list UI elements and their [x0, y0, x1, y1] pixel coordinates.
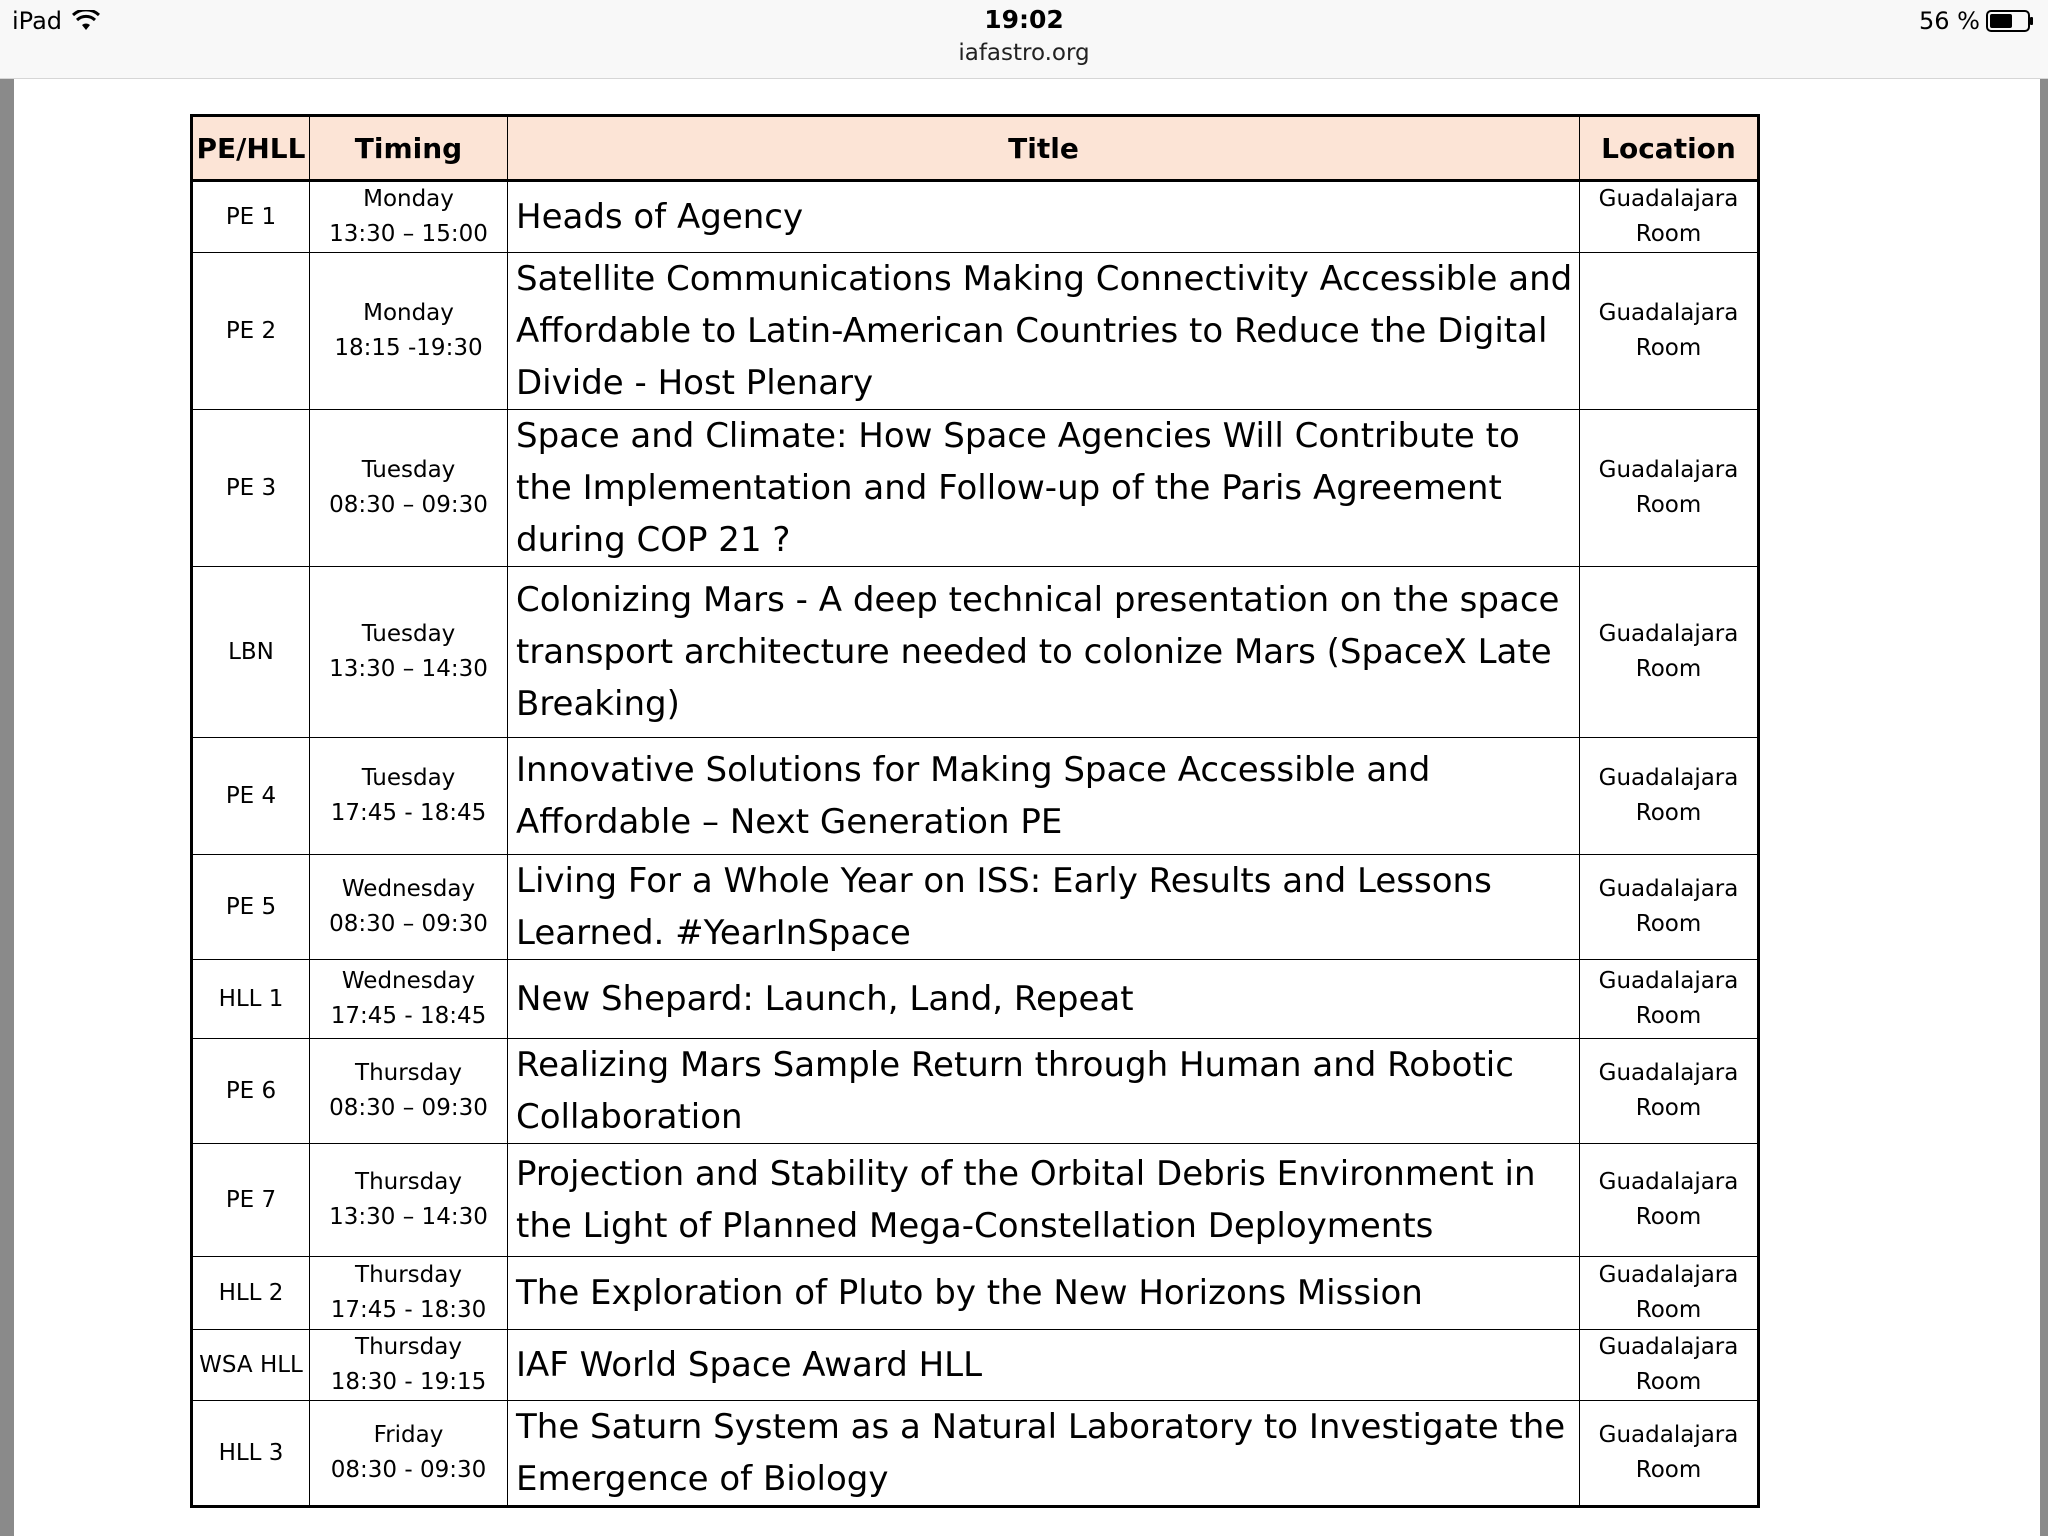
- header-timing: Timing: [310, 116, 508, 181]
- row-day: Friday: [373, 1422, 444, 1448]
- table-row: [192, 181, 1759, 253]
- row-code: PE 1: [192, 181, 310, 253]
- row-time: 17:45 - 18:30: [330, 1297, 487, 1323]
- row-code: PE 5: [192, 855, 310, 960]
- row-title: Satellite Communications Making Connectivity Accessible and Affordable to Latin-American Countries to Reduce the Digital Divide - Host Plenary: [508, 253, 1580, 410]
- row-location-name: Guadalajara: [1598, 1060, 1739, 1086]
- row-day: Tuesday: [361, 765, 456, 791]
- row-location: [1580, 253, 1759, 410]
- row-location: [1580, 1401, 1759, 1507]
- row-location: [1580, 410, 1759, 567]
- row-day: Wednesday: [341, 968, 476, 994]
- row-location-name: Guadalajara: [1598, 457, 1739, 483]
- row-location-room: Room: [1635, 911, 1702, 937]
- row-location-name: Guadalajara: [1598, 1334, 1739, 1360]
- row-title: Realizing Mars Sample Return through Human and Robotic Collaboration: [508, 1039, 1580, 1144]
- row-location-room: Room: [1635, 1003, 1702, 1029]
- row-code: HLL 3: [192, 1401, 310, 1507]
- row-title: IAF World Space Award HLL: [508, 1330, 1580, 1401]
- row-location: [1580, 855, 1759, 960]
- row-location-room: Room: [1635, 1369, 1702, 1395]
- row-location-room: Room: [1635, 800, 1702, 826]
- row-location-room: Room: [1635, 492, 1702, 518]
- row-timing: [310, 253, 508, 410]
- row-location-room: Room: [1635, 1095, 1702, 1121]
- row-code: HLL 1: [192, 960, 310, 1039]
- table-row: [192, 567, 1759, 738]
- row-day: Monday: [363, 186, 454, 212]
- row-location: [1580, 1330, 1759, 1401]
- row-time: 17:45 - 18:45: [330, 800, 487, 826]
- row-day: Thursday: [355, 1334, 462, 1360]
- row-day: Thursday: [355, 1060, 462, 1086]
- status-right: [1919, 7, 2034, 35]
- row-timing: [310, 1039, 508, 1144]
- header-title: Title: [508, 116, 1580, 181]
- row-location: [1580, 960, 1759, 1039]
- device-label: iPad: [12, 7, 63, 35]
- header-location: Location: [1580, 116, 1759, 181]
- row-time: 18:30 - 19:15: [330, 1369, 487, 1395]
- page-gutter-left: [0, 79, 14, 1536]
- row-location: [1580, 1257, 1759, 1330]
- row-location-room: Room: [1635, 335, 1702, 361]
- row-time: 13:30 – 15:00: [329, 221, 488, 247]
- clock: 19:02: [984, 5, 1064, 34]
- table-row: [192, 253, 1759, 410]
- row-location-name: Guadalajara: [1598, 876, 1739, 902]
- row-title: New Shepard: Launch, Land, Repeat: [508, 960, 1580, 1039]
- table-row: [192, 410, 1759, 567]
- row-time: 08:30 – 09:30: [329, 1095, 488, 1121]
- row-location-name: Guadalajara: [1598, 621, 1739, 647]
- row-code: LBN: [192, 567, 310, 738]
- row-timing: [310, 1257, 508, 1330]
- row-time: 13:30 – 14:30: [329, 1204, 488, 1230]
- battery-percent: 56 %: [1919, 7, 1980, 35]
- row-title: Space and Climate: How Space Agencies Will Contribute to the Implementation and Follow-up of the Paris Agreement during COP 21 ?: [508, 410, 1580, 567]
- row-time: 18:15 -19:30: [334, 335, 483, 361]
- row-day: Monday: [363, 300, 454, 326]
- row-time: 08:30 – 09:30: [329, 911, 488, 937]
- row-day: Wednesday: [341, 876, 476, 902]
- row-location-name: Guadalajara: [1598, 1262, 1739, 1288]
- row-location-room: Room: [1635, 1457, 1702, 1483]
- row-location: [1580, 1144, 1759, 1257]
- row-timing: [310, 855, 508, 960]
- row-location-name: Guadalajara: [1598, 300, 1739, 326]
- table-row: [192, 1144, 1759, 1257]
- row-location-room: Room: [1635, 1297, 1702, 1323]
- row-day: Thursday: [355, 1169, 462, 1195]
- row-code: PE 4: [192, 738, 310, 855]
- table-row: [192, 1039, 1759, 1144]
- address-bar[interactable]: iafastro.org: [958, 40, 1090, 66]
- row-location-name: Guadalajara: [1598, 765, 1739, 791]
- table-row: [192, 855, 1759, 960]
- row-location-name: Guadalajara: [1598, 1169, 1739, 1195]
- row-day: Thursday: [355, 1262, 462, 1288]
- table-row: [192, 1330, 1759, 1401]
- row-code: PE 3: [192, 410, 310, 567]
- header-code: PE/HLL: [192, 116, 310, 181]
- row-title: Heads of Agency: [508, 181, 1580, 253]
- row-location: [1580, 181, 1759, 253]
- row-location-room: Room: [1635, 1204, 1702, 1230]
- row-title: Innovative Solutions for Making Space Accessible and Affordable – Next Generation PE: [508, 738, 1580, 855]
- row-timing: [310, 1401, 508, 1507]
- row-title: The Saturn System as a Natural Laboratory to Investigate the Emergence of Biology: [508, 1401, 1580, 1507]
- row-title: Projection and Stability of the Orbital Debris Environment in the Light of Planned Mega-Constellation Deployments: [508, 1144, 1580, 1257]
- table-row: [192, 1401, 1759, 1507]
- row-code: PE 6: [192, 1039, 310, 1144]
- row-time: 08:30 – 09:30: [329, 492, 488, 518]
- status-bar: [0, 0, 2048, 79]
- row-timing: [310, 738, 508, 855]
- table-row: [192, 1257, 1759, 1330]
- table-row: [192, 960, 1759, 1039]
- row-code: WSA HLL: [192, 1330, 310, 1401]
- row-location-name: Guadalajara: [1598, 186, 1739, 212]
- row-location-room: Room: [1635, 656, 1702, 682]
- page-gutter-right: [2040, 79, 2048, 1536]
- row-timing: [310, 410, 508, 567]
- table-row: [192, 738, 1759, 855]
- row-timing: [310, 960, 508, 1039]
- row-time: 17:45 - 18:45: [330, 1003, 487, 1029]
- row-location-room: Room: [1635, 221, 1702, 247]
- row-time: 08:30 - 09:30: [330, 1457, 487, 1483]
- row-title: Colonizing Mars - A deep technical presentation on the space transport architecture needed to colonize Mars (SpaceX Late Breaking): [508, 567, 1580, 738]
- row-timing: [310, 1144, 508, 1257]
- row-code: HLL 2: [192, 1257, 310, 1330]
- row-time: 13:30 – 14:30: [329, 656, 488, 682]
- row-timing: [310, 1330, 508, 1401]
- row-title: The Exploration of Pluto by the New Horizons Mission: [508, 1257, 1580, 1330]
- row-code: PE 7: [192, 1144, 310, 1257]
- row-location: [1580, 738, 1759, 855]
- row-day: Tuesday: [361, 621, 456, 647]
- row-location: [1580, 1039, 1759, 1144]
- schedule-table: [190, 114, 1760, 1508]
- row-timing: [310, 567, 508, 738]
- row-location-name: Guadalajara: [1598, 968, 1739, 994]
- row-code: PE 2: [192, 253, 310, 410]
- header-row: [192, 116, 1759, 181]
- row-day: Tuesday: [361, 457, 456, 483]
- row-timing: [310, 181, 508, 253]
- row-location-name: Guadalajara: [1598, 1422, 1739, 1448]
- battery-icon: [1986, 10, 2034, 32]
- row-title: Living For a Whole Year on ISS: Early Results and Lessons Learned. #YearInSpace: [508, 855, 1580, 960]
- row-location: [1580, 567, 1759, 738]
